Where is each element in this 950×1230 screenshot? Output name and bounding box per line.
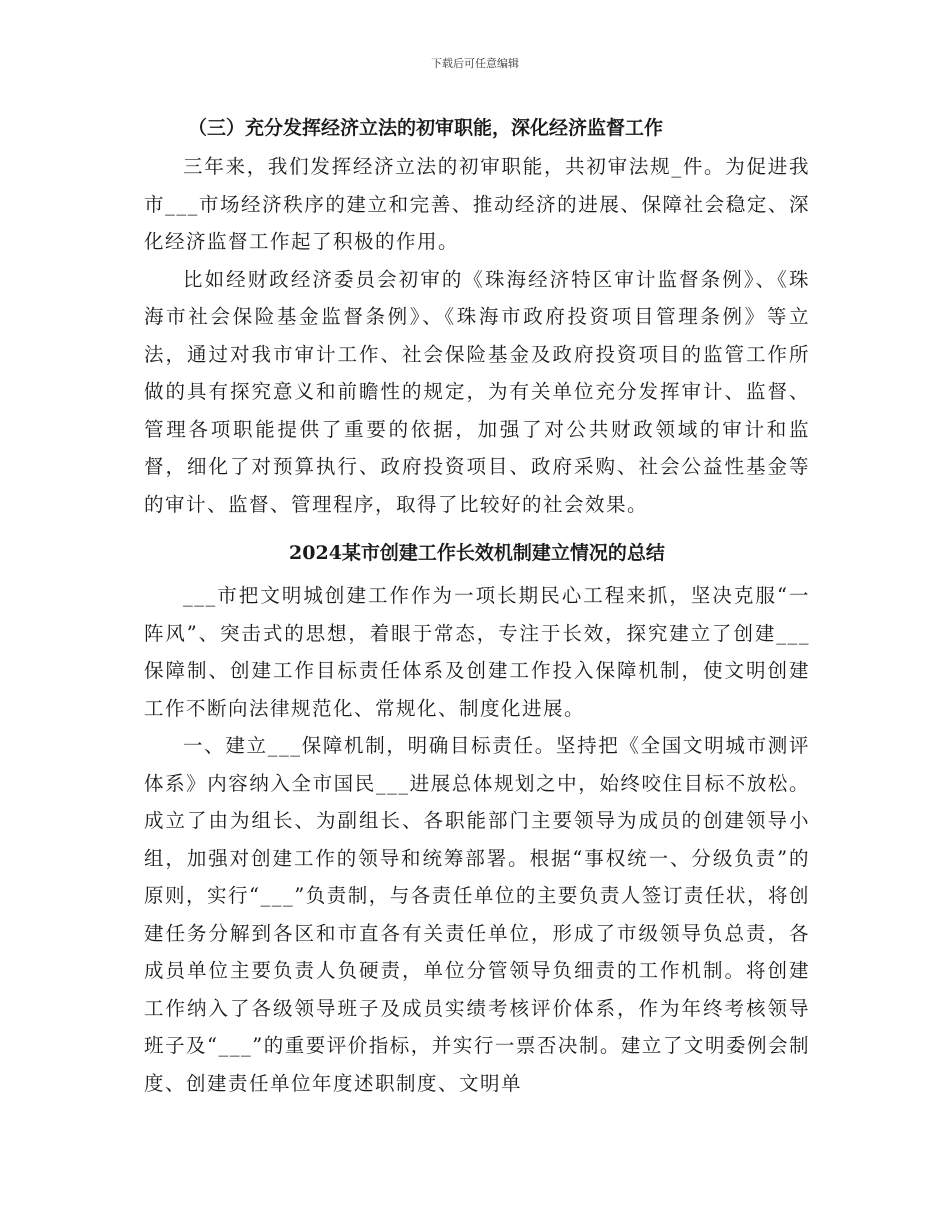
section-heading: （三）充分发挥经济立法的初审职能，深化经济监督工作 — [188, 117, 664, 139]
page-header-note: 下载后可任意编辑 — [431, 57, 519, 70]
section-paragraph-1: 三年来，我们发挥经济立法的初审职能，共初审法规_件。为促进我市___市场经济秩序的建立和完善、推动经济的进展、保障社会稳定、深化经济监督工作起了积极的作用。 — [144, 155, 810, 253]
section-paragraph-2: 比如经财政经济委员会初审的《珠海经济特区审计监督条例》、《珠海市社会保险基金监督条例》、《珠海市政府投资项目管理条例》等立法，通过对我市审计工作、社会保险基金及政府投资项目的监管工作所做的具有探究意义和前瞻性的规定，为有关单位充分发挥审计、监督、管理各项职能提供了重要的依据，加强了对公共财政领域的审计和监督，细化了对预算执行、政府投资项目、政府采购、社会公益性基金等的审计、监督、管理程序，取得了比较好的社会效果。 — [144, 267, 810, 516]
article-paragraph-2: 一、建立___保障机制，明确目标责任。坚持把《全国文明城市测评体系》内容纳入全市国民___进展总体规划之中，始终咬住目标不放松。成立了由为组长、为副组长、各职能部门主要领导为成员的创建领导小组，加强对创建工作的领导和统筹部署。根据“事权统一、分级负责”的原则，实行“___”负责制，与各责任单位的主要负责人签订责任状，将创建任务分解到各区和市直各有关责任单位，形成了市级领导负总责，各成员单位主要负责人负硬责，单位分管领导负细责的工作机制。将创建工作纳入了各级领导班子及成员实绩考核评价体系，作为年终考核领导班子及“___”的重要评价指标，并实行一票否决制。建立了文明委例会制度、创建责任单位年度述职制度、文明单 — [144, 734, 810, 1095]
article-title: 2024某市创建工作长效机制建立情况的总结 — [289, 542, 665, 564]
article-paragraph-1: ___市把文明城创建工作作为一项长期民心工程来抓，坚决克服“一阵风”、突击式的思想，着眼于常态，专注于长效，探究建立了创建___保障制、创建工作目标责任体系及创建工作投入保障机制，使文明创建工作不断向法律规范化、常规化、制度化进展。 — [144, 584, 810, 720]
document-body — [144, 112, 810, 1102]
